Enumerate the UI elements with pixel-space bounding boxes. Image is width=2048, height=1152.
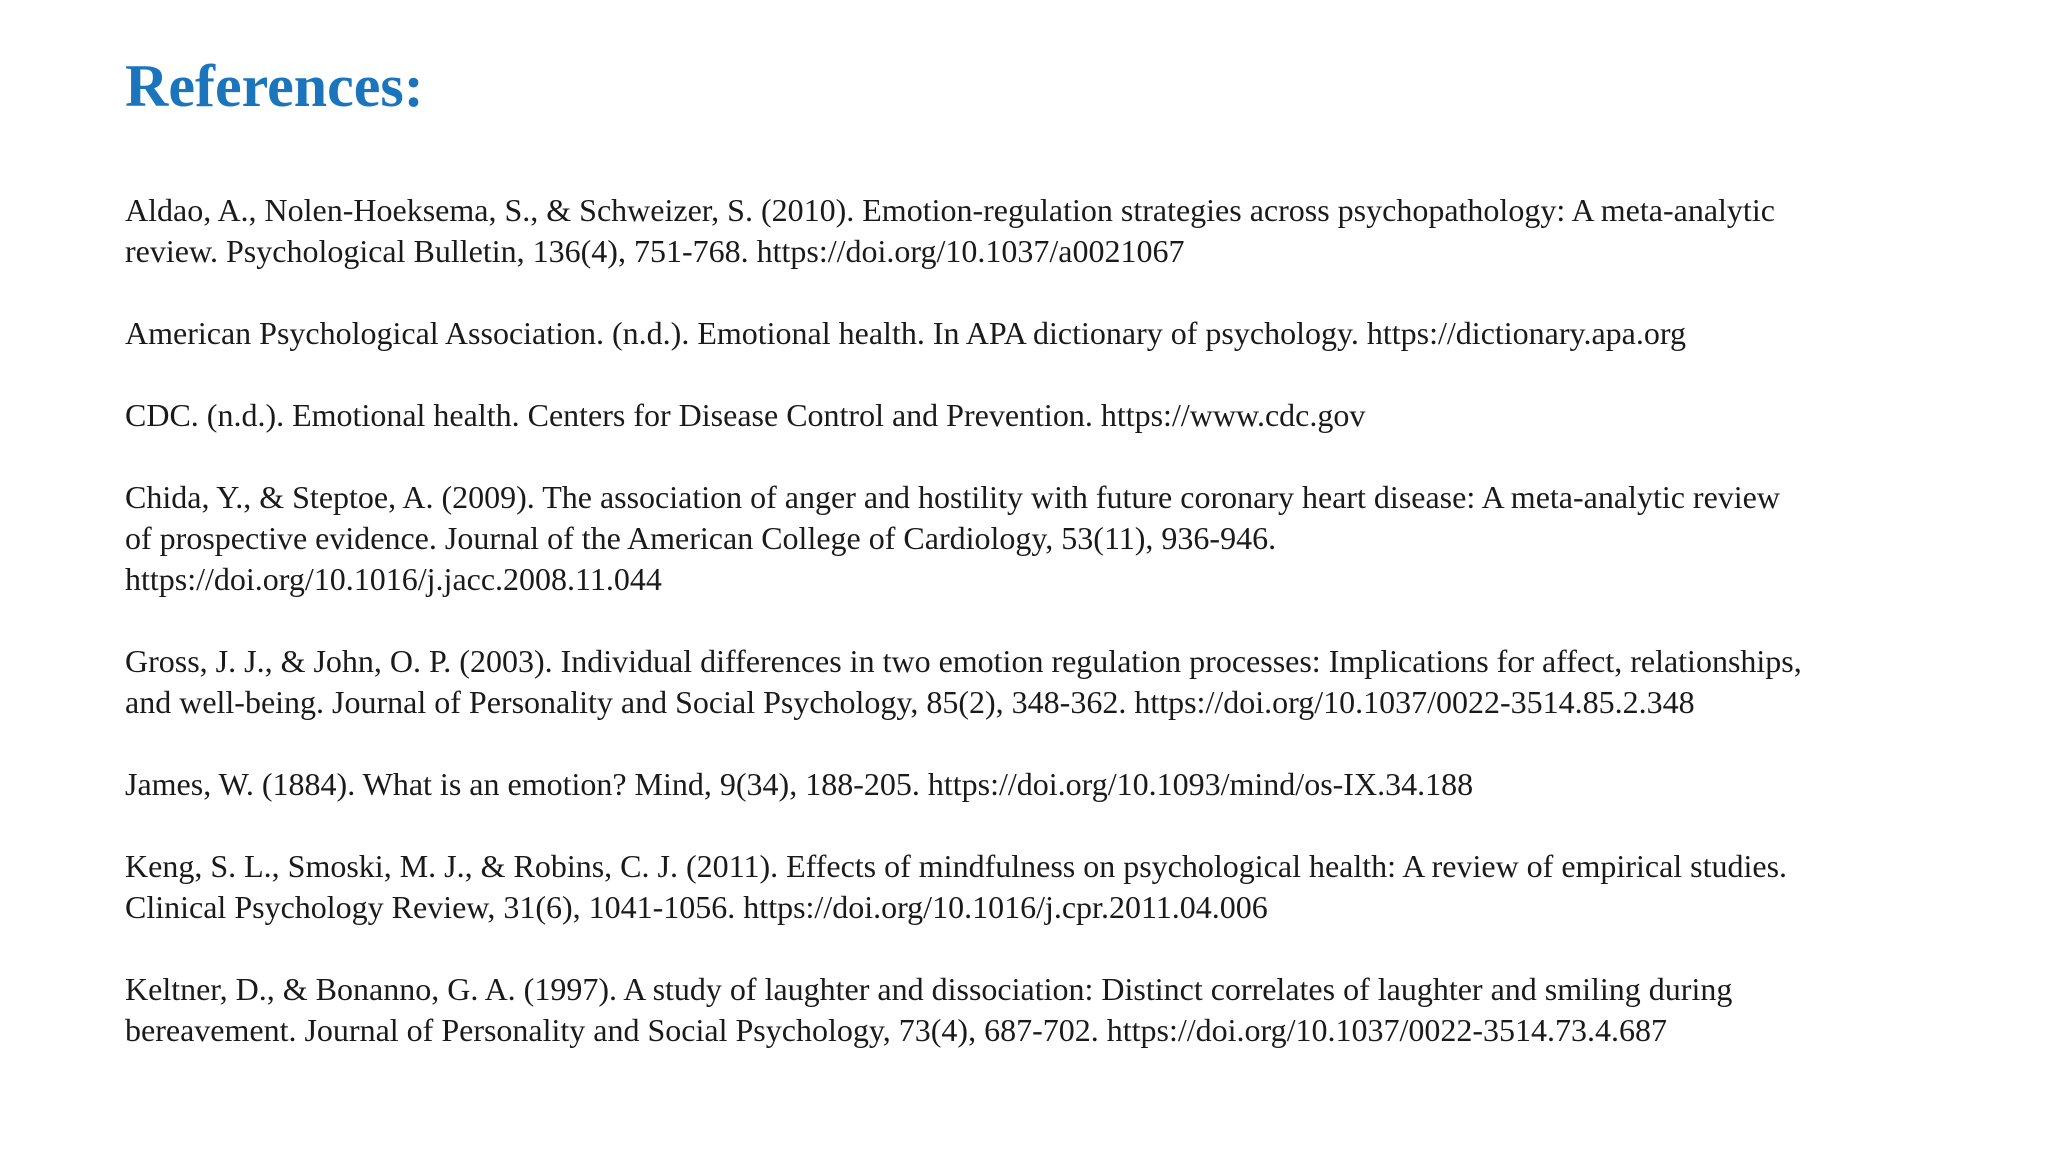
reference-line: review. Psychological Bulletin, 136(4), 751-768. https://doi.org/10.1037/a0021067 — [125, 233, 1185, 269]
reference-line: Keltner, D., & Bonanno, G. A. (1997). A study of laughter and dissociation: Distinct correlates of laughter and smiling during — [125, 971, 1733, 1007]
reference-line: Clinical Psychology Review, 31(6), 1041-1056. https://doi.org/10.1016/j.cpr.2011.04.006 — [125, 889, 1268, 925]
reference-keng — [125, 846, 1965, 928]
reference-line: https://doi.org/10.1016/j.jacc.2008.11.044 — [125, 561, 662, 597]
reference-line: CDC. (n.d.). Emotional health. Centers for Disease Control and Prevention. https://www.cdc.gov — [125, 397, 1366, 433]
reference-keltner — [125, 969, 1965, 1051]
reference-line: bereavement. Journal of Personality and Social Psychology, 73(4), 687-702. https://doi.org/10.1037/0022-3514.73.4.687 — [125, 1012, 1668, 1048]
reference-line: of prospective evidence. Journal of the American College of Cardiology, 53(11), 936-946. — [125, 520, 1277, 556]
reference-line: Chida, Y., & Steptoe, A. (2009). The association of anger and hostility with future coronary heart disease: A meta-analytic review — [125, 479, 1780, 515]
reference-line: Aldao, A., Nolen-Hoeksema, S., & Schweizer, S. (2010). Emotion-regulation strategies across psychopathology: A meta-analytic — [125, 192, 1775, 228]
reference-cdc — [125, 395, 1965, 436]
reference-james — [125, 764, 1965, 805]
reference-chida — [125, 477, 1965, 600]
reference-gross — [125, 641, 1965, 723]
reference-line: Keng, S. L., Smoski, M. J., & Robins, C. J. (2011). Effects of mindfulness on psychological health: A review of empirical studies. — [125, 848, 1788, 884]
reference-line: and well-being. Journal of Personality and Social Psychology, 85(2), 348-362. https://doi.org/10.1037/0022-3514.85.2.348 — [125, 684, 1695, 720]
reference-apa — [125, 313, 1965, 354]
reference-aldao — [125, 190, 1965, 272]
page-title: References: — [125, 53, 424, 119]
reference-line: American Psychological Association. (n.d.). Emotional health. In APA dictionary of psychology. https://dictionary.apa.org — [125, 315, 1686, 351]
reference-line: James, W. (1884). What is an emotion? Mind, 9(34), 188-205. https://doi.org/10.1093/mind/os-IX.34.188 — [125, 766, 1474, 802]
reference-list — [125, 190, 1965, 1051]
reference-line: Gross, J. J., & John, O. P. (2003). Individual differences in two emotion regulation processes: Implications for affect, relationships, — [125, 643, 1802, 679]
